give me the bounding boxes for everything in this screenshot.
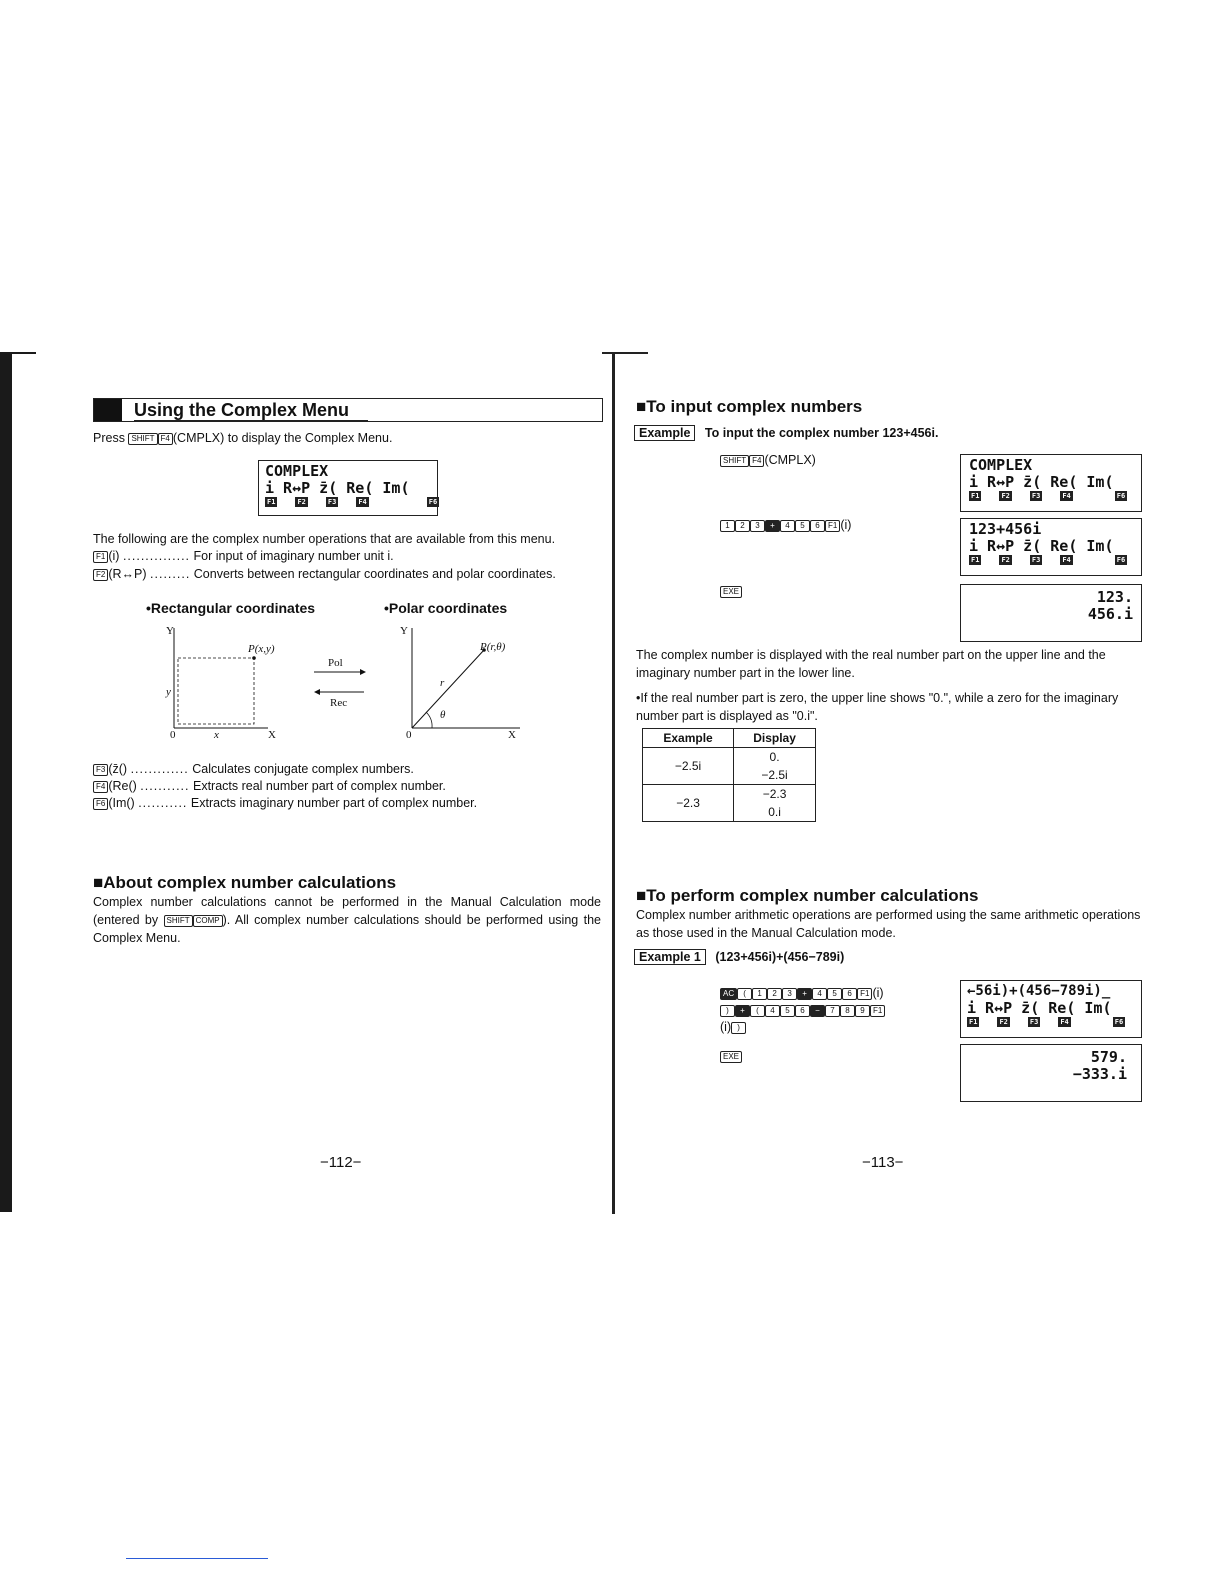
about-text: Complex number calculations cannot be performed in the Manual Calculation mode (entered by SHIFT COMP ). All complex number calculations should be performed using the Complex Menu. xyxy=(93,895,601,945)
example1-row: Example 1 (123+456i)+(456−789i) xyxy=(634,949,844,965)
seq-line3: (i) ) xyxy=(720,1018,746,1036)
lcd-complex-menu: COMPLEX i R↔P z̄( Re( Im( F1 F2 F3 F4 F6 xyxy=(960,454,1142,512)
page-title: Using the Complex Menu xyxy=(134,400,350,420)
input-heading: ■To input complex numbers xyxy=(636,397,863,416)
perform-text: Complex number arithmetic operations are performed using the same arithmetic operations as those used in the Manual Calculation mode. xyxy=(636,908,1141,940)
step1: SHIFT F4 (CMPLX) xyxy=(720,451,816,469)
para-display: The complex number is displayed with the real number part on the upper line and the imaginary number part in the lower line. xyxy=(636,648,1106,680)
left-edge-tick xyxy=(0,352,36,354)
step2: 1 2 3 + 4 5 6 F1 (i) xyxy=(720,516,851,534)
diag-x-label: x xyxy=(214,729,219,741)
polar-heading: •Polar coordinates xyxy=(384,600,508,616)
step3: EXE xyxy=(720,582,742,600)
lcd-result: 123. 456.i xyxy=(960,584,1142,642)
shift-key: SHIFT xyxy=(128,433,157,445)
intro-text: Press SHIFT F4 (CMPLX) to display the Complex Menu. xyxy=(93,431,393,445)
perform-heading: ■To perform complex number calculations xyxy=(636,886,979,905)
seq-line1: AC ( 1 2 3 + 4 5 6 F1 (i) xyxy=(720,984,884,1002)
diag-polar-y: Y xyxy=(400,625,408,637)
example-table: Example Display −2.5i 0. −2.5i −2.3 −2.3 0.i xyxy=(642,728,816,822)
op-f1: F1 (i) ............... For input of imaginary number unit i. xyxy=(93,547,394,565)
right-page-number: −113− xyxy=(862,1154,904,1171)
seq-line2: ) + ( 4 5 6 − 7 8 9 F1 xyxy=(720,1001,885,1019)
diag-r: r xyxy=(440,677,445,689)
diag-y-label: y xyxy=(166,686,171,698)
about-heading: ■About complex number calculations xyxy=(93,873,397,892)
table-row: −2.5i 0. xyxy=(643,748,816,767)
left-page-number: −112− xyxy=(320,1154,362,1171)
diag-polar-x: X xyxy=(508,729,516,741)
diag-pol: Pol xyxy=(328,657,343,669)
example-row: Example To input the complex number 123+456i. xyxy=(634,425,938,441)
left-edge-mark xyxy=(0,352,12,1212)
lcd-input: 123+456i i R↔P z̄( Re( Im( F1 F2 F3 F4 F6 xyxy=(960,518,1142,576)
diag-origin: 0 xyxy=(170,729,176,741)
op-f6: F6 (Im() ........... Extracts imaginary number part of complex number. xyxy=(93,794,477,812)
op-f2: F2 (R↔P) ......... Converts between rectangular coordinates and polar coordinates. xyxy=(93,565,556,583)
example-tag: Example xyxy=(634,425,695,441)
table-row: −2.3 −2.3 xyxy=(643,785,816,804)
title-underline xyxy=(134,420,368,421)
op-f4: F4 (Re() ........... Extracts real number part of complex number. xyxy=(93,777,446,795)
bottom-link-line xyxy=(126,1558,268,1559)
diag-pxy: P(x,y) xyxy=(248,643,275,655)
diag-prt: P(r,θ) xyxy=(480,641,506,653)
diag-y-axis: Y xyxy=(166,625,174,637)
lcd-calc-result: 579. −333.i xyxy=(960,1044,1142,1102)
step-exe: EXE xyxy=(720,1047,742,1065)
coordinate-diagram xyxy=(150,620,530,750)
para-zero: •If the real number part is zero, the upper line shows "0.", while a zero for the imaginary number part is displayed as "0.i". xyxy=(636,691,1119,723)
rect-heading: •Rectangular coordinates xyxy=(146,600,316,616)
title-block xyxy=(94,399,122,421)
f4-key: F4 xyxy=(158,433,173,445)
diag-rec: Rec xyxy=(330,697,348,709)
diag-theta: θ xyxy=(440,709,446,721)
menu-lcd: COMPLEX i R↔P z̄( Re( Im( F1 F2 F3 F4 F6 xyxy=(258,460,438,516)
lcd-calc-input: ←56i)+(456−789i)_ i R↔P z̄( Re( Im( F1 F2 F3 F4 F6 xyxy=(960,980,1142,1038)
op-f3: F3 (z̄() ............. Calculates conjugate complex numbers. xyxy=(93,760,414,778)
center-spine xyxy=(612,354,615,1214)
diag-polar-origin: 0 xyxy=(406,729,412,741)
center-spine-tick xyxy=(602,352,648,354)
ops-intro: The following are the complex number operations that are available from this menu. xyxy=(93,532,556,546)
diag-x-axis: X xyxy=(268,729,276,741)
left-title-bar xyxy=(93,398,603,422)
example1-tag: Example 1 xyxy=(634,949,706,965)
